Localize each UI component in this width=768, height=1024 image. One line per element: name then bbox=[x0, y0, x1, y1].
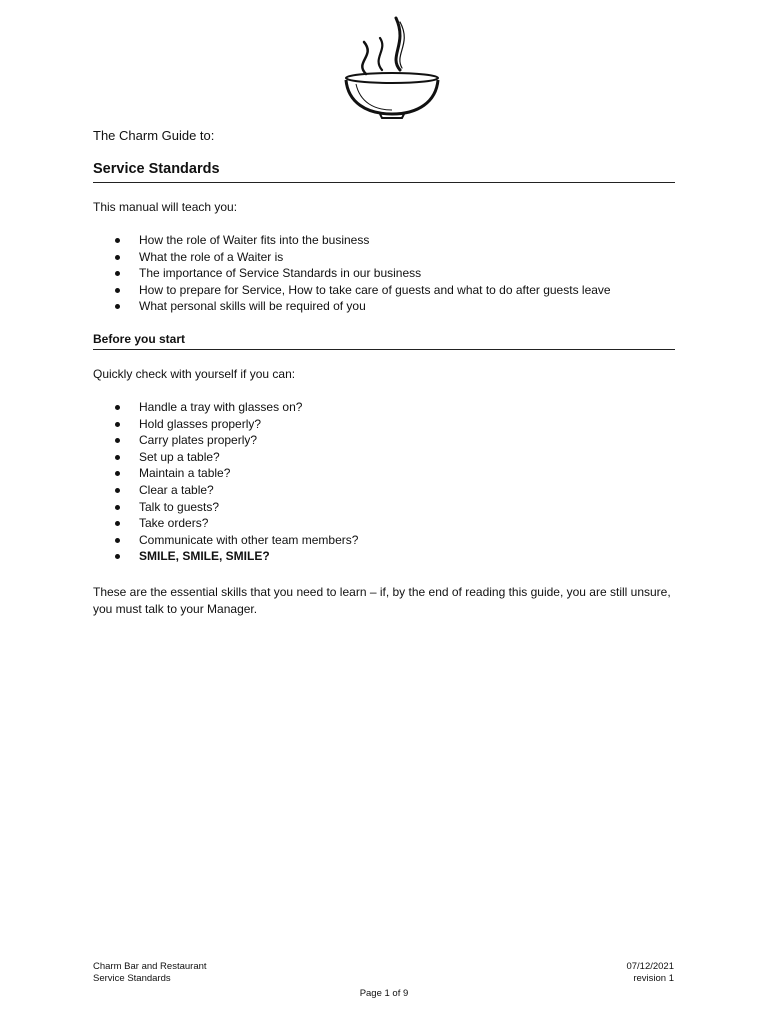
list-item: What personal skills will be required of you bbox=[93, 298, 683, 315]
intro-text: This manual will teach you: bbox=[93, 200, 238, 214]
list-item: The importance of Service Standards in our business bbox=[93, 265, 683, 282]
list-item: Set up a table? bbox=[93, 449, 683, 466]
list-item: SMILE, SMILE, SMILE? bbox=[93, 548, 683, 565]
footer-left bbox=[93, 961, 207, 985]
footer-company: Charm Bar and Restaurant bbox=[93, 961, 207, 972]
bullet-icon bbox=[115, 471, 120, 476]
bullet-icon bbox=[115, 405, 120, 410]
section-heading: Before you start bbox=[93, 332, 186, 346]
check-list bbox=[93, 399, 683, 565]
list-item: Talk to guests? bbox=[93, 499, 683, 516]
bullet-icon bbox=[115, 488, 120, 493]
list-item: Communicate with other team members? bbox=[93, 532, 683, 549]
page-number: Page 1 of 9 bbox=[359, 988, 409, 999]
bullet-icon bbox=[115, 422, 120, 427]
bullet-icon bbox=[115, 238, 120, 243]
list-item: How to prepare for Service, How to take care of guests and what to do after guests leave bbox=[93, 282, 683, 299]
bullet-icon bbox=[115, 438, 120, 443]
steaming-bowl-icon bbox=[336, 14, 448, 120]
bullet-icon bbox=[115, 255, 120, 260]
bullet-icon bbox=[115, 455, 120, 460]
closing-paragraph: These are the essential skills that you need to learn – if, by the end of reading this guide, you are still unsure, you must talk to your Manager. bbox=[93, 585, 671, 616]
title-divider bbox=[93, 182, 675, 183]
list-item: How the role of Waiter fits into the business bbox=[93, 232, 683, 249]
footer-revision: revision 1 bbox=[633, 973, 674, 984]
footer-right bbox=[626, 961, 674, 985]
bullet-icon bbox=[115, 288, 120, 293]
bullet-icon bbox=[115, 304, 120, 309]
bullet-icon bbox=[115, 554, 120, 559]
footer-doc-name: Service Standards bbox=[93, 973, 171, 984]
learn-list bbox=[93, 232, 683, 315]
bullet-icon bbox=[115, 521, 120, 526]
list-item: What the role of a Waiter is bbox=[93, 249, 683, 266]
list-item: Carry plates properly? bbox=[93, 432, 683, 449]
document-title: Service Standards bbox=[93, 161, 220, 177]
list-item: Maintain a table? bbox=[93, 465, 683, 482]
footer-date: 07/12/2021 bbox=[626, 961, 674, 972]
list-item: Hold glasses properly? bbox=[93, 416, 683, 433]
document-pre-title: The Charm Guide to: bbox=[93, 128, 215, 143]
bullet-icon bbox=[115, 271, 120, 276]
section-divider bbox=[93, 349, 675, 350]
check-intro-text: Quickly check with yourself if you can: bbox=[93, 367, 296, 381]
list-item: Clear a table? bbox=[93, 482, 683, 499]
bullet-icon bbox=[115, 538, 120, 543]
bullet-icon bbox=[115, 505, 120, 510]
list-item: Take orders? bbox=[93, 515, 683, 532]
list-item: Handle a tray with glasses on? bbox=[93, 399, 683, 416]
